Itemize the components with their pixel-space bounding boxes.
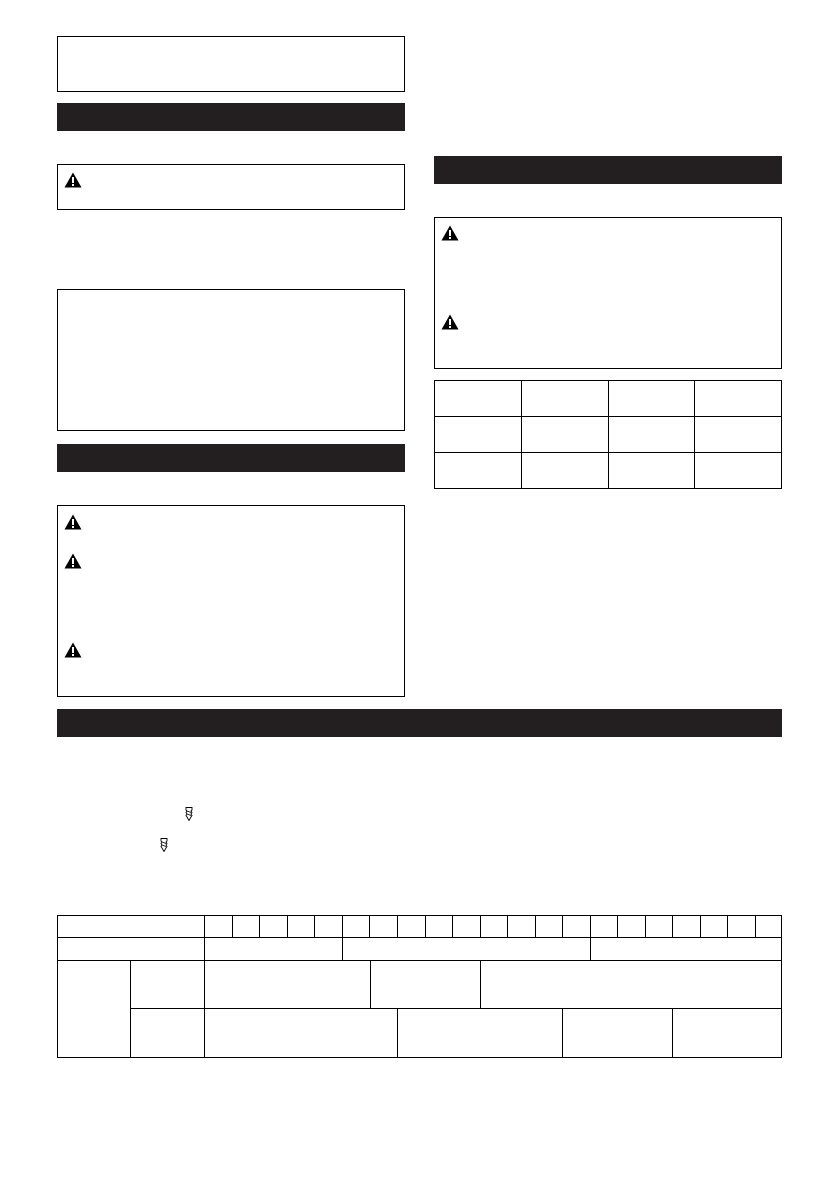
col-divider xyxy=(535,916,536,937)
section2-heading-bar xyxy=(57,444,405,472)
warning-icon xyxy=(64,642,82,658)
table-cell xyxy=(608,417,695,453)
big-spec-table xyxy=(57,915,782,1058)
col-divider xyxy=(727,916,728,937)
row3-sub1-label xyxy=(131,961,204,1008)
section3-warning-box xyxy=(434,217,782,369)
table-cell xyxy=(608,381,695,417)
col-divider xyxy=(232,916,233,937)
table-cell xyxy=(521,381,608,417)
top-note-box xyxy=(57,36,405,92)
col-divider xyxy=(700,916,701,937)
row2-group xyxy=(205,938,342,960)
row3-sub1-group xyxy=(371,961,480,1008)
col-divider xyxy=(425,916,426,937)
warning-icon xyxy=(64,514,82,530)
drill-bit-icon xyxy=(185,807,193,821)
warning-icon xyxy=(441,225,459,241)
row3-sub2-group xyxy=(205,1009,397,1057)
row2-group xyxy=(591,938,781,960)
row3-sub2-label xyxy=(131,1009,204,1057)
col-divider xyxy=(314,916,315,937)
row3-sub1-group xyxy=(205,961,370,1008)
col-divider xyxy=(287,916,288,937)
row3-sub1-group xyxy=(591,961,781,1008)
section1-note-box xyxy=(57,289,405,431)
col-divider xyxy=(672,916,673,937)
table-cell xyxy=(695,417,782,453)
drill-bit-icon xyxy=(160,838,168,852)
section2-warning-box xyxy=(57,505,405,697)
col-divider xyxy=(755,916,756,937)
table-cell xyxy=(521,453,608,489)
row1-label xyxy=(58,916,204,937)
col-divider xyxy=(507,916,508,937)
table-cell xyxy=(695,453,782,489)
table-cell xyxy=(435,381,522,417)
warning-icon xyxy=(64,553,82,569)
col-divider xyxy=(369,916,370,937)
row3-sub1-group xyxy=(481,961,590,1008)
row3-label xyxy=(58,961,130,1057)
table-cell xyxy=(435,453,522,489)
row2-group xyxy=(343,938,590,960)
row3-sub2-group xyxy=(673,1009,781,1057)
small-spec-table xyxy=(434,380,782,489)
row2-label xyxy=(58,938,204,960)
col-divider xyxy=(645,916,646,937)
row3-sub2-group xyxy=(398,1009,562,1057)
table-cell xyxy=(608,453,695,489)
table-cell xyxy=(435,417,522,453)
warning-icon xyxy=(64,172,82,188)
col-divider xyxy=(397,916,398,937)
col-divider xyxy=(617,916,618,937)
table-cell xyxy=(695,381,782,417)
col-divider xyxy=(259,916,260,937)
section3-heading-bar xyxy=(434,156,782,184)
row3-sub2-group xyxy=(563,1009,672,1057)
col-divider xyxy=(562,916,563,937)
table-cell xyxy=(521,417,608,453)
col-divider xyxy=(480,916,481,937)
section1-heading-bar xyxy=(57,103,405,131)
warning-icon xyxy=(441,314,459,330)
section1-warning-box xyxy=(57,164,405,210)
section4-heading-bar xyxy=(57,709,782,737)
col-divider xyxy=(452,916,453,937)
